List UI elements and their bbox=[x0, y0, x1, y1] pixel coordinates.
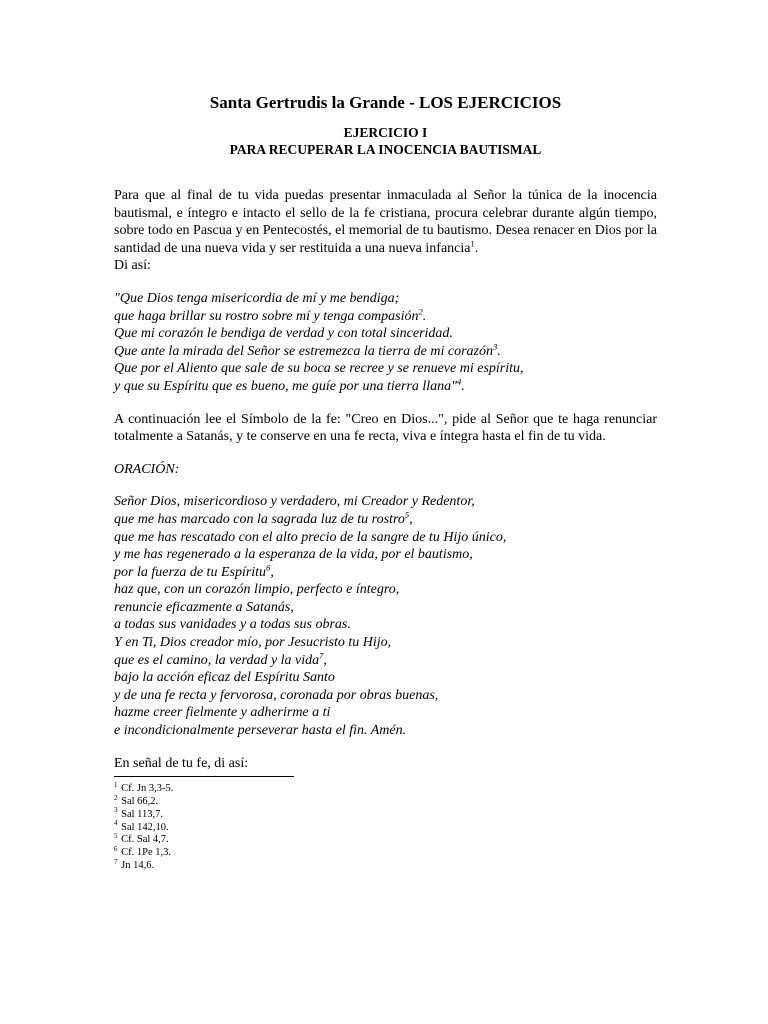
continuation-line: A continuación lee el Símbolo de la fe: "Creo en Dios...", pide al Señor que te haga bbox=[114, 411, 600, 427]
intro-paragraph bbox=[114, 187, 657, 275]
closing-line: En señal de tu fe, di así: bbox=[114, 755, 249, 771]
prayer-line bbox=[114, 360, 657, 378]
footnote-number: 6 bbox=[114, 844, 118, 853]
exercise-number: EJERCICIO I bbox=[343, 125, 428, 140]
footnote-number: 7 bbox=[114, 857, 118, 866]
footnote-text: Sal 66,2. bbox=[121, 796, 159, 808]
footnote-text: Sal 142,10. bbox=[121, 821, 169, 833]
prayer-line bbox=[114, 687, 657, 705]
footnote-number: 4 bbox=[114, 819, 118, 828]
di-asi: Di así: bbox=[114, 258, 151, 274]
footnote bbox=[114, 819, 657, 835]
continuation-paragraph bbox=[114, 411, 657, 446]
footnote-text: Cf. 1Pe 1,3. bbox=[121, 847, 171, 859]
prayer-line-text: "Que Dios tenga misericordia de mí y me bendiga; bbox=[114, 290, 400, 306]
prayer-line bbox=[114, 581, 657, 599]
prayer-line-end: , bbox=[323, 652, 327, 668]
prayer-line bbox=[114, 529, 657, 547]
continuation-line: tu vida. bbox=[563, 429, 606, 445]
intro-line: tiempo, sobre todo en Pascua y en Pentecostés, el memorial de tu bautismo. Desea bbox=[114, 205, 658, 239]
prayer-line-text: que me has rescatado con el alto precio de la sangre de tu Hijo único, bbox=[114, 529, 507, 545]
prayer-line-text: y de una fe recta y fervorosa, coronada por obras buenas, bbox=[114, 687, 439, 703]
prayer-line bbox=[114, 652, 657, 670]
footnote-text: Cf. Sal 4,7. bbox=[121, 834, 169, 846]
footnote-number: 1 bbox=[114, 780, 118, 789]
prayer-line-end: . bbox=[497, 343, 501, 359]
prayer-line bbox=[114, 493, 657, 511]
prayer-line bbox=[114, 616, 657, 634]
document-title: Santa Gertrudis la Grande - LOS EJERCICIOS bbox=[209, 93, 562, 112]
footnotes bbox=[114, 780, 657, 873]
prayer-line bbox=[114, 704, 657, 722]
prayer-line-text: Que ante la mirada del Señor se estremezca la tierra de mi corazón bbox=[114, 343, 493, 359]
intro-line: renacer en Dios por la santidad de una nueva vida y ser restituida a una nueva infancia bbox=[114, 223, 657, 256]
footnote-number: 2 bbox=[114, 793, 118, 802]
prayer-line bbox=[114, 722, 657, 740]
prayer-line-text: haz que, con un corazón limpio, perfecto e íntegro, bbox=[114, 582, 400, 598]
prayer-line bbox=[114, 546, 657, 564]
footnote-text: Sal 113,7. bbox=[121, 808, 164, 820]
prayer-line bbox=[114, 511, 657, 529]
prayer-line-end: , bbox=[270, 564, 274, 580]
prayer-line-text: que me has marcado con la sagrada luz de tu rostro bbox=[114, 511, 405, 527]
footnote-number: 5 bbox=[114, 831, 118, 840]
footnote-ref: 1 bbox=[470, 238, 475, 249]
prayer-line bbox=[114, 378, 657, 396]
prayer-line-text: a todas sus vanidades y a todas sus obras. bbox=[114, 617, 351, 633]
prayer-line-text: que es el camino, la verdad y la vida bbox=[114, 652, 320, 668]
footnote-divider bbox=[114, 776, 294, 777]
prayer-line-text: Señor Dios, misericordioso y verdadero, mi Creador y Redentor, bbox=[114, 494, 475, 510]
intro-line: bautismal, e íntegro e intacto el sello de la fe cristiana, procura celebrar durante algún bbox=[114, 205, 610, 221]
prayer-line-text: Que mi corazón le bendiga de verdad y con total sinceridad. bbox=[114, 326, 453, 342]
prayer-line bbox=[114, 599, 657, 617]
prayer-line-text: renuncie eficazmente a Satanás, bbox=[114, 599, 294, 615]
footnote-number: 3 bbox=[114, 806, 118, 815]
footnote-ref: 3 bbox=[492, 341, 498, 352]
exercise-title: PARA RECUPERAR LA INOCENCIA BAUTISMAL bbox=[229, 142, 542, 157]
prayer-line bbox=[114, 564, 657, 582]
prayer-oracion bbox=[114, 493, 657, 739]
intro-line: Para que al final de tu vida puedas presentar inmaculada al Señor la túnica de la inocencia bbox=[114, 188, 657, 203]
footnote bbox=[114, 780, 657, 796]
document-page bbox=[114, 92, 657, 873]
footnote-text: Cf. Jn 3,3-5. bbox=[121, 783, 174, 795]
prayer-line-text: y me has regenerado a la esperanza de la vida, por el bautismo, bbox=[114, 547, 473, 563]
footnote-ref: 4 bbox=[457, 376, 462, 387]
prayer-line-end: . bbox=[422, 308, 427, 324]
footnote-ref: 5 bbox=[404, 509, 410, 520]
prayer-line bbox=[114, 669, 657, 687]
prayer-line-text: e incondicionalmente perseverar hasta el fin. Amén. bbox=[114, 723, 407, 739]
prayer-line-end: , bbox=[409, 511, 413, 527]
prayer-line-text: que haga brillar su rostro sobre mí y tenga compasión bbox=[114, 308, 419, 324]
footnote bbox=[114, 844, 657, 860]
footnote-ref: 7 bbox=[319, 650, 324, 660]
prayer-line bbox=[114, 290, 657, 308]
prayer-line-end: . bbox=[461, 378, 465, 394]
prayer-line bbox=[114, 305, 657, 326]
prayer-line bbox=[114, 343, 657, 361]
footnote bbox=[114, 857, 657, 873]
prayer-line-text: bajo la acción eficaz del Espíritu Santo bbox=[114, 670, 335, 686]
continuation-line: renunciar totalmente a Satanás, y te conserve en una fe recta, viva e íntegra hasta el fin de bbox=[114, 411, 658, 445]
prayer-line-text: Y en Ti, Dios creador mío, por Jesucristo tu Hijo, bbox=[114, 635, 392, 651]
footnote bbox=[114, 831, 657, 847]
prayer-psalm bbox=[114, 290, 657, 396]
prayer-line bbox=[114, 325, 657, 343]
prayer-line-text: hazme creer fielmente y adherirme a ti bbox=[114, 705, 331, 721]
footnote-text: Jn 14,6. bbox=[121, 860, 155, 871]
intro-end: . bbox=[474, 240, 479, 256]
prayer-line bbox=[114, 634, 657, 652]
footnote bbox=[114, 793, 657, 809]
footnote bbox=[114, 806, 657, 822]
footnote-ref: 6 bbox=[266, 562, 271, 573]
prayer-line-text: Que por el Aliento que sale de su boca se recree y se renueve mi espíritu, bbox=[114, 361, 524, 377]
prayer-line-text: y que su Espíritu que es bueno, me guíe por una tierra llana" bbox=[114, 378, 458, 394]
oracion-heading: ORACIÓN: bbox=[114, 461, 180, 477]
prayer-line-text: por la fuerza de tu Espíritu bbox=[114, 564, 267, 580]
exercise-heading bbox=[114, 124, 657, 158]
footnote-ref: 2 bbox=[418, 305, 423, 316]
